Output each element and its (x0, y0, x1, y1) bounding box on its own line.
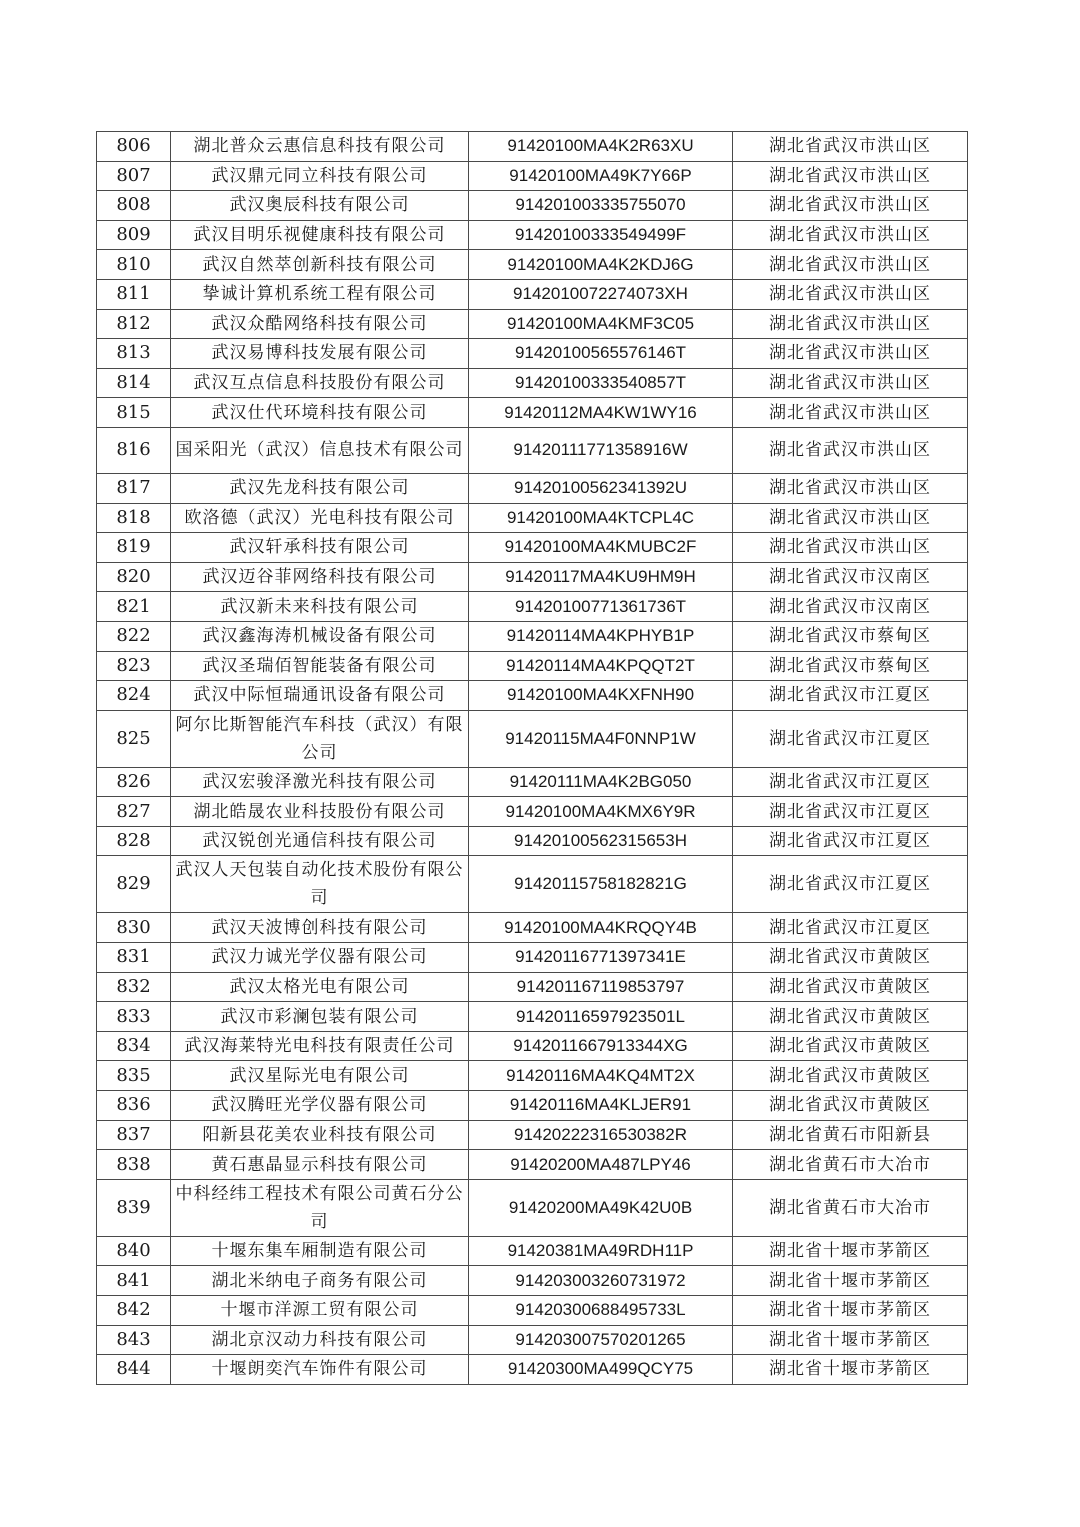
table-row (97, 1031, 968, 1061)
company-name-cell: 武汉力诚光学仪器有限公司 (171, 943, 469, 973)
table-row (97, 1296, 968, 1326)
region-cell: 湖北省武汉市黄陂区 (733, 1031, 968, 1061)
table-row (97, 1002, 968, 1032)
row-number-cell: 844 (97, 1355, 171, 1385)
credit-code-cell: 91420100MA4K2R63XU (469, 132, 733, 162)
table-row (97, 191, 968, 221)
region-cell: 湖北省十堰市茅箭区 (733, 1325, 968, 1355)
credit-code-cell: 91420100MA4KXFNH90 (469, 681, 733, 711)
credit-code-cell: 91420116771397341E (469, 943, 733, 973)
company-name-cell: 武汉天波博创科技有限公司 (171, 913, 469, 943)
row-number-cell: 834 (97, 1031, 171, 1061)
company-name-cell: 武汉人天包装自动化技术股份有限公司 (171, 856, 469, 913)
row-number-cell: 818 (97, 503, 171, 533)
company-name-cell: 挚诚计算机系统工程有限公司 (171, 279, 469, 309)
table-row (97, 797, 968, 827)
region-cell: 湖北省黄石市阳新县 (733, 1120, 968, 1150)
credit-code-cell: 91420100565576146T (469, 339, 733, 369)
region-cell: 湖北省十堰市茅箭区 (733, 1266, 968, 1296)
company-name-cell: 国采阳光（武汉）信息技术有限公司 (171, 427, 469, 473)
company-name-cell: 湖北普众云惠信息科技有限公司 (171, 132, 469, 162)
company-name-cell: 武汉宏骏泽激光科技有限公司 (171, 767, 469, 797)
company-name-cell: 武汉中际恒瑞通讯设备有限公司 (171, 681, 469, 711)
table-row (97, 533, 968, 563)
credit-code-cell: 9142010072274073XH (469, 279, 733, 309)
table-row (97, 279, 968, 309)
region-cell: 湖北省十堰市茅箭区 (733, 1236, 968, 1266)
region-cell: 湖北省武汉市洪山区 (733, 250, 968, 280)
region-cell: 湖北省武汉市洪山区 (733, 503, 968, 533)
region-cell: 湖北省武汉市黄陂区 (733, 1002, 968, 1032)
row-number-cell: 821 (97, 592, 171, 622)
region-cell: 湖北省武汉市黄陂区 (733, 943, 968, 973)
row-number-cell: 835 (97, 1061, 171, 1091)
region-cell: 湖北省武汉市黄陂区 (733, 1061, 968, 1091)
region-cell: 湖北省武汉市洪山区 (733, 279, 968, 309)
row-number-cell: 841 (97, 1266, 171, 1296)
credit-code-cell: 91420111MA4K2BG050 (469, 767, 733, 797)
company-name-cell: 湖北京汉动力科技有限公司 (171, 1325, 469, 1355)
credit-code-cell: 9142011667913344XG (469, 1031, 733, 1061)
region-cell: 湖北省武汉市洪山区 (733, 191, 968, 221)
region-cell: 湖北省武汉市汉南区 (733, 562, 968, 592)
row-number-cell: 811 (97, 279, 171, 309)
company-name-cell: 武汉鑫海涛机械设备有限公司 (171, 621, 469, 651)
table-row (97, 681, 968, 711)
table-row (97, 503, 968, 533)
company-list-table (96, 131, 968, 1385)
table-row (97, 1061, 968, 1091)
region-cell: 湖北省武汉市江夏区 (733, 681, 968, 711)
region-cell: 湖北省武汉市洪山区 (733, 132, 968, 162)
credit-code-cell: 91420116MA4KQ4MT2X (469, 1061, 733, 1091)
row-number-cell: 838 (97, 1150, 171, 1180)
table-row (97, 1091, 968, 1121)
region-cell: 湖北省武汉市蔡甸区 (733, 651, 968, 681)
company-name-cell: 武汉新未来科技有限公司 (171, 592, 469, 622)
region-cell: 湖北省武汉市江夏区 (733, 913, 968, 943)
row-number-cell: 832 (97, 972, 171, 1002)
credit-code-cell: 91420100562315653H (469, 826, 733, 856)
credit-code-cell: 91420381MA49RDH11P (469, 1236, 733, 1266)
table-row (97, 651, 968, 681)
company-name-cell: 武汉腾旺光学仪器有限公司 (171, 1091, 469, 1121)
row-number-cell: 813 (97, 339, 171, 369)
row-number-cell: 840 (97, 1236, 171, 1266)
credit-code-cell: 91420100333540857T (469, 368, 733, 398)
table-row (97, 398, 968, 428)
credit-code-cell: 91420100MA4KMUBC2F (469, 533, 733, 563)
credit-code-cell: 91420117MA4KU9HM9H (469, 562, 733, 592)
table-row (97, 427, 968, 473)
region-cell: 湖北省武汉市蔡甸区 (733, 621, 968, 651)
credit-code-cell: 91420100MA4KMX6Y9R (469, 797, 733, 827)
table-row (97, 943, 968, 973)
company-name-cell: 武汉先龙科技有限公司 (171, 473, 469, 503)
credit-code-cell: 91420200MA49K42U0B (469, 1179, 733, 1236)
company-name-cell: 武汉仕代环境科技有限公司 (171, 398, 469, 428)
region-cell: 湖北省武汉市洪山区 (733, 368, 968, 398)
company-name-cell: 欧洛德（武汉）光电科技有限公司 (171, 503, 469, 533)
table-row (97, 1150, 968, 1180)
row-number-cell: 823 (97, 651, 171, 681)
company-name-cell: 阿尔比斯智能汽车科技（武汉）有限公司 (171, 710, 469, 767)
company-name-cell: 武汉市彩澜包装有限公司 (171, 1002, 469, 1032)
row-number-cell: 814 (97, 368, 171, 398)
region-cell: 湖北省黄石市大冶市 (733, 1179, 968, 1236)
company-name-cell: 武汉迈谷菲网络科技有限公司 (171, 562, 469, 592)
region-cell: 湖北省武汉市洪山区 (733, 161, 968, 191)
table-row (97, 592, 968, 622)
credit-code-cell: 91420100MA4K2KDJ6G (469, 250, 733, 280)
credit-code-cell: 91420222316530382R (469, 1120, 733, 1150)
company-name-cell: 武汉众酷网络科技有限公司 (171, 309, 469, 339)
region-cell: 湖北省武汉市汉南区 (733, 592, 968, 622)
region-cell: 湖北省武汉市洪山区 (733, 309, 968, 339)
credit-code-cell: 91420100333549499F (469, 220, 733, 250)
region-cell: 湖北省十堰市茅箭区 (733, 1355, 968, 1385)
credit-code-cell: 914201167119853797 (469, 972, 733, 1002)
row-number-cell: 827 (97, 797, 171, 827)
table-row (97, 767, 968, 797)
table-row (97, 621, 968, 651)
region-cell: 湖北省武汉市洪山区 (733, 339, 968, 369)
row-number-cell: 842 (97, 1296, 171, 1326)
table-row (97, 913, 968, 943)
table-row (97, 1236, 968, 1266)
company-name-cell: 十堰市洋源工贸有限公司 (171, 1296, 469, 1326)
credit-code-cell: 91420100MA4KRQQY4B (469, 913, 733, 943)
row-number-cell: 822 (97, 621, 171, 651)
company-name-cell: 中科经纬工程技术有限公司黄石分公司 (171, 1179, 469, 1236)
table-body (97, 132, 968, 1385)
company-name-cell: 十堰东集车厢制造有限公司 (171, 1236, 469, 1266)
credit-code-cell: 91420100MA49K7Y66P (469, 161, 733, 191)
credit-code-cell: 91420100562341392U (469, 473, 733, 503)
table-row (97, 473, 968, 503)
credit-code-cell: 914203003260731972 (469, 1266, 733, 1296)
credit-code-cell: 91420111771358916W (469, 427, 733, 473)
row-number-cell: 809 (97, 220, 171, 250)
company-name-cell: 武汉易博科技发展有限公司 (171, 339, 469, 369)
table-row (97, 710, 968, 767)
table-row (97, 1325, 968, 1355)
company-name-cell: 武汉锐创光通信科技有限公司 (171, 826, 469, 856)
region-cell: 湖北省武汉市黄陂区 (733, 1091, 968, 1121)
credit-code-cell: 91420300MA499QCY75 (469, 1355, 733, 1385)
credit-code-cell: 91420114MA4KPHYB1P (469, 621, 733, 651)
credit-code-cell: 91420200MA487LPY46 (469, 1150, 733, 1180)
table-row (97, 1179, 968, 1236)
company-name-cell: 武汉星际光电有限公司 (171, 1061, 469, 1091)
row-number-cell: 817 (97, 473, 171, 503)
table-row (97, 339, 968, 369)
row-number-cell: 831 (97, 943, 171, 973)
region-cell: 湖北省黄石市大冶市 (733, 1150, 968, 1180)
company-name-cell: 武汉互点信息科技股份有限公司 (171, 368, 469, 398)
company-name-cell: 武汉海莱特光电科技有限责任公司 (171, 1031, 469, 1061)
company-name-cell: 武汉鼎元同立科技有限公司 (171, 161, 469, 191)
region-cell: 湖北省武汉市江夏区 (733, 710, 968, 767)
region-cell: 湖北省十堰市茅箭区 (733, 1296, 968, 1326)
credit-code-cell: 914203007570201265 (469, 1325, 733, 1355)
credit-code-cell: 91420115758182821G (469, 856, 733, 913)
region-cell: 湖北省武汉市洪山区 (733, 473, 968, 503)
credit-code-cell: 91420100MA4KMF3C05 (469, 309, 733, 339)
region-cell: 湖北省武汉市江夏区 (733, 767, 968, 797)
row-number-cell: 812 (97, 309, 171, 339)
table-row (97, 220, 968, 250)
table-row (97, 132, 968, 162)
table-row (97, 856, 968, 913)
row-number-cell: 830 (97, 913, 171, 943)
row-number-cell: 837 (97, 1120, 171, 1150)
row-number-cell: 808 (97, 191, 171, 221)
region-cell: 湖北省武汉市洪山区 (733, 533, 968, 563)
table-row (97, 250, 968, 280)
table-row (97, 972, 968, 1002)
company-name-cell: 武汉目明乐视健康科技有限公司 (171, 220, 469, 250)
credit-code-cell: 91420116597923501L (469, 1002, 733, 1032)
company-name-cell: 黄石惠晶显示科技有限公司 (171, 1150, 469, 1180)
region-cell: 湖北省武汉市洪山区 (733, 398, 968, 428)
company-name-cell: 武汉太格光电有限公司 (171, 972, 469, 1002)
row-number-cell: 825 (97, 710, 171, 767)
row-number-cell: 816 (97, 427, 171, 473)
credit-code-cell: 91420114MA4KPQQT2T (469, 651, 733, 681)
table-row (97, 826, 968, 856)
company-name-cell: 武汉奥辰科技有限公司 (171, 191, 469, 221)
company-name-cell: 湖北皓晟农业科技股份有限公司 (171, 797, 469, 827)
row-number-cell: 806 (97, 132, 171, 162)
table-row (97, 161, 968, 191)
company-name-cell: 武汉自然萃创新科技有限公司 (171, 250, 469, 280)
row-number-cell: 839 (97, 1179, 171, 1236)
row-number-cell: 828 (97, 826, 171, 856)
row-number-cell: 807 (97, 161, 171, 191)
region-cell: 湖北省武汉市江夏区 (733, 826, 968, 856)
row-number-cell: 833 (97, 1002, 171, 1032)
table-row (97, 309, 968, 339)
region-cell: 湖北省武汉市江夏区 (733, 856, 968, 913)
table-row (97, 1266, 968, 1296)
credit-code-cell: 914201003335755070 (469, 191, 733, 221)
credit-code-cell: 91420100MA4KTCPL4C (469, 503, 733, 533)
credit-code-cell: 91420100771361736T (469, 592, 733, 622)
row-number-cell: 824 (97, 681, 171, 711)
region-cell: 湖北省武汉市黄陂区 (733, 972, 968, 1002)
row-number-cell: 820 (97, 562, 171, 592)
row-number-cell: 843 (97, 1325, 171, 1355)
table-row (97, 1120, 968, 1150)
region-cell: 湖北省武汉市洪山区 (733, 220, 968, 250)
credit-code-cell: 91420300688495733L (469, 1296, 733, 1326)
region-cell: 湖北省武汉市江夏区 (733, 797, 968, 827)
company-name-cell: 十堰朗奕汽车饰件有限公司 (171, 1355, 469, 1385)
row-number-cell: 836 (97, 1091, 171, 1121)
company-name-cell: 湖北米纳电子商务有限公司 (171, 1266, 469, 1296)
row-number-cell: 819 (97, 533, 171, 563)
row-number-cell: 810 (97, 250, 171, 280)
credit-code-cell: 91420116MA4KLJER91 (469, 1091, 733, 1121)
table-row (97, 562, 968, 592)
row-number-cell: 815 (97, 398, 171, 428)
row-number-cell: 829 (97, 856, 171, 913)
company-name-cell: 阳新县花美农业科技有限公司 (171, 1120, 469, 1150)
credit-code-cell: 91420115MA4F0NNP1W (469, 710, 733, 767)
row-number-cell: 826 (97, 767, 171, 797)
table-row (97, 1355, 968, 1385)
company-name-cell: 武汉轩承科技有限公司 (171, 533, 469, 563)
region-cell: 湖北省武汉市洪山区 (733, 427, 968, 473)
company-name-cell: 武汉圣瑞佰智能装备有限公司 (171, 651, 469, 681)
credit-code-cell: 91420112MA4KW1WY16 (469, 398, 733, 428)
table-row (97, 368, 968, 398)
